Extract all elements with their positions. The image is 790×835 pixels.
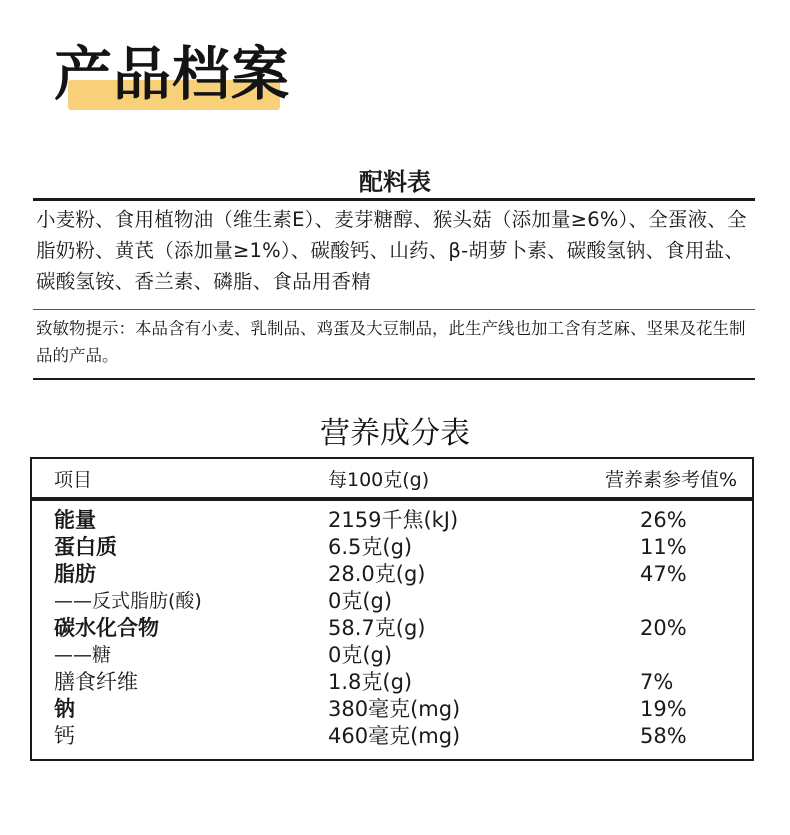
- nutrient-name: 能量: [54, 508, 96, 532]
- nutrient-value: 6.5克(g): [328, 535, 413, 559]
- nutrient-value: 1.8克(g): [328, 670, 413, 694]
- header-nrv: 营养素参考值%: [605, 469, 738, 491]
- ingredients-bottom-rule: [33, 378, 755, 380]
- table-row: [32, 615, 752, 642]
- nutrient-name: ——糖: [54, 644, 112, 666]
- nutrient-nrv: 58%: [640, 724, 687, 748]
- nutrient-nrv: 20%: [640, 616, 687, 640]
- table-row: [32, 723, 752, 750]
- nutrient-name: 钠: [54, 697, 75, 721]
- nutrition-rows: [32, 507, 752, 750]
- page-title-block: [54, 38, 290, 110]
- nutrient-value: 58.7克(g): [328, 616, 426, 640]
- nutrient-name: 碳水化合物: [54, 616, 159, 640]
- nutrition-title: 营养成分表: [320, 416, 470, 451]
- table-row: [32, 534, 752, 561]
- nutrient-name: ——反式脂肪(酸): [54, 590, 202, 612]
- table-row: [32, 507, 752, 534]
- nutrient-value: 0克(g): [328, 643, 393, 667]
- nutrient-value: 460毫克(mg): [328, 724, 461, 748]
- nutrient-nrv: 47%: [640, 562, 687, 586]
- nutrient-name: 脂肪: [54, 562, 96, 586]
- nutrient-value: 380毫克(mg): [328, 697, 461, 721]
- nutrition-table-header: [32, 459, 752, 499]
- nutrient-name: 蛋白质: [54, 535, 117, 559]
- nutrient-nrv: 7%: [640, 670, 674, 694]
- nutrition-header-rule: [32, 497, 752, 501]
- header-item: 项目: [54, 469, 93, 491]
- ingredients-text: 小麦粉、食用植物油（维生素E）、麦芽糖醇、猴头菇（添加量≥6%）、全蛋液、全脂奶粉、黄芪（添加量≥1%）、碳酸钙、山药、β-胡萝卜素、碳酸氢钠、食用盐、碳酸氢铵、香兰素、磷脂、食品用香精: [36, 208, 747, 293]
- nutrient-nrv: 11%: [640, 535, 687, 559]
- nutrient-value: 0克(g): [328, 589, 393, 613]
- nutrient-value: 28.0克(g): [328, 562, 426, 586]
- allergen-notice: 致敏物提示：本品含有小麦、乳制品、鸡蛋及大豆制品，此生产线也加工含有芝麻、坚果及花生制品的产品。: [36, 319, 746, 365]
- page-title: 产品档案: [54, 40, 291, 108]
- nutrient-nrv: 19%: [640, 697, 687, 721]
- table-row: [32, 588, 752, 615]
- ingredients-mid-rule: [33, 309, 755, 310]
- nutrient-value: 2159千焦(kJ): [328, 508, 459, 532]
- nutrient-name: 钙: [54, 724, 75, 748]
- table-row: [32, 642, 752, 669]
- table-row: [32, 669, 752, 696]
- nutrient-nrv: 26%: [640, 508, 687, 532]
- ingredients-top-rule: [33, 198, 755, 201]
- ingredients-title: 配料表: [359, 168, 431, 196]
- nutrient-name: 膳食纤维: [54, 670, 138, 694]
- nutrition-table: [30, 457, 754, 761]
- header-per100g: 每100克(g): [328, 469, 430, 491]
- table-row: [32, 696, 752, 723]
- table-row: [32, 561, 752, 588]
